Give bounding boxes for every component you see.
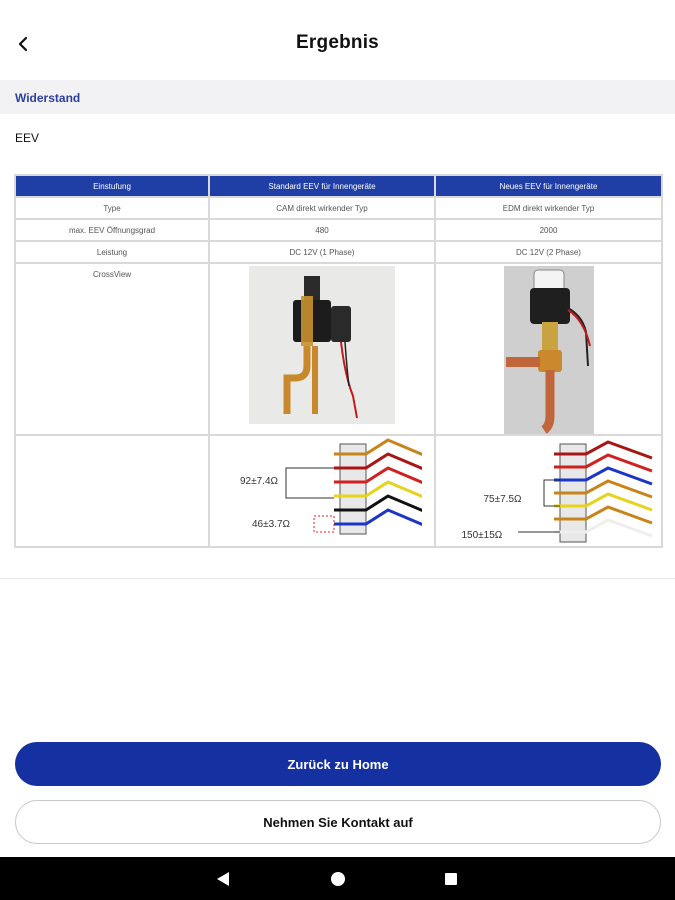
table-cell — [209, 435, 435, 547]
system-nav-bar — [0, 857, 675, 900]
crossview-label: CrossView — [92, 270, 132, 279]
table-cell — [435, 263, 662, 435]
subsection-label: EEV — [15, 131, 40, 145]
table-row-diagram — [15, 435, 662, 547]
table-cell — [435, 435, 662, 547]
resistance-label-1: 92±7.4Ω — [240, 476, 278, 487]
table-row-crossview — [15, 263, 662, 435]
app-header — [0, 0, 675, 80]
table-cell: max. EEV Öffnungsgrad — [15, 219, 209, 241]
content-divider — [0, 578, 675, 579]
table-cell — [15, 263, 209, 435]
page-title: Ergebnis — [296, 32, 379, 53]
header-cell: Einstufung — [15, 175, 209, 197]
table-cell: EDM direkt wirkender Typ — [435, 197, 662, 219]
table-cell: Leistung — [15, 241, 209, 263]
triangle-back-icon — [216, 871, 230, 887]
header-cell: Standard EEV für Innengeräte — [209, 175, 435, 197]
table-cell: DC 12V (1 Phase) — [209, 241, 435, 263]
square-recents-icon — [444, 872, 458, 886]
nav-home-button[interactable] — [328, 869, 348, 889]
table-cell: 480 — [209, 219, 435, 241]
table-header-row — [15, 175, 662, 197]
back-to-home-button[interactable]: Zurück zu Home — [15, 742, 661, 786]
standard-eev-photo — [249, 266, 395, 424]
resistance-label-2: 46±3.7Ω — [252, 519, 290, 530]
table-row — [15, 197, 662, 219]
section-bar — [0, 80, 675, 114]
contact-button[interactable]: Nehmen Sie Kontakt auf — [15, 800, 661, 844]
circle-home-icon — [330, 871, 346, 887]
table-cell: 2000 — [435, 219, 662, 241]
table-cell: CAM direkt wirkender Typ — [209, 197, 435, 219]
standard-wiring-diagram — [222, 436, 422, 546]
eev-spec-table — [14, 174, 663, 548]
table-cell: Type — [15, 197, 209, 219]
resistance-label-2: 150±15Ω — [461, 530, 503, 541]
table-row — [15, 219, 662, 241]
new-eev-photo — [504, 266, 594, 434]
table-row — [15, 241, 662, 263]
section-label: Widerstand — [15, 91, 81, 105]
new-wiring-diagram — [444, 436, 654, 546]
table-cell: DC 12V (2 Phase) — [435, 241, 662, 263]
resistance-label-1: 75±7.5Ω — [483, 494, 522, 505]
header-cell: Neues EEV für Innengeräte — [435, 175, 662, 197]
table-cell — [15, 435, 209, 547]
table-cell — [209, 263, 435, 435]
nav-recents-button[interactable] — [441, 869, 461, 889]
nav-back-button[interactable] — [213, 869, 233, 889]
